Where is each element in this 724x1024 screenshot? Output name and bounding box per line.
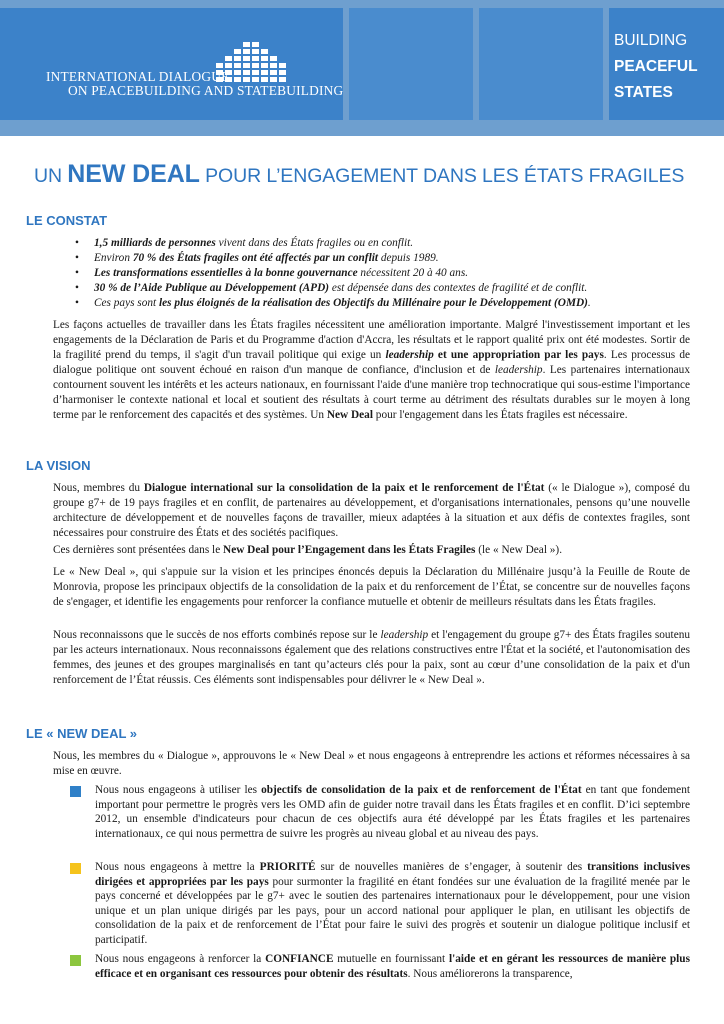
commitment-item — [70, 783, 690, 841]
logo-block — [279, 63, 286, 68]
list-item: • Environ 70 % des États fragiles ont été affectés par un conflit depuis 1989. — [54, 251, 694, 266]
logo-block — [252, 56, 259, 61]
list-item: • Les transformations essentielles à la bonne gouvernance nécessitent 20 à 40 ans. — [54, 266, 694, 281]
commitment-text: Nous nous engageons à mettre la PRIORITÉ sur de nouvelles manières de s’engager, à soutenir des transitions inclusives dirigées et appropriées par les pays pour surmonter la fragilité en étant fondées sur une évaluation de la fragilité menée par le pays concerné et développées par le g7+ avec le soutien des partenaires internationaux pour le développement, pour une vision unique et un plan unique dirigés par les pays, pour un accord national pour appliquer le plan, en utilisant les objectifs de consolidation de la paix et de renforcement de l’État pour faire le suivi des progrès et soutenir un dialogue politique inclusif et participatif. — [95, 861, 690, 946]
logo-block — [261, 49, 268, 54]
banner-panel — [479, 8, 603, 120]
logo-block — [252, 42, 259, 47]
section-heading-constat: LE CONSTAT — [26, 213, 108, 228]
list-item: • 1,5 milliards de personnes vivent dans des États fragiles ou en conflit. — [54, 236, 694, 251]
commitment-item — [70, 860, 690, 948]
banner-panel — [0, 8, 343, 120]
green-square-icon — [70, 955, 81, 966]
logo-block — [270, 63, 277, 68]
logo-block — [252, 49, 259, 54]
logo-block — [243, 63, 250, 68]
paragraph: Nous, membres du Dialogue international sur la consolidation de la paix et le renforcement de l'État (« le Dialogue »), composé du groupe g7+ de 19 pays fragiles et en conflit, de partenaires au développement, et d'organisations internationales, pensons qu’une nouvelle architecture de développement et de nouvelles façons de travailler, mieux adaptées à la situation et aux défis de contextes fragiles, sont nécessaires pour construire des États et des sociétés pacifiques. — [53, 482, 691, 539]
logo-line-1: INTERNATIONAL DIALOGUE — [46, 69, 230, 84]
section-heading-vision: LA VISION — [26, 458, 91, 473]
paragraph: Le « New Deal », qui s'appuie sur la vision et les principes énoncés depuis la Déclaration du Millénaire jusqu’à la Feuille de Route de Monrovia, propose les principaux objectifs de la consolidation de la paix et du renforcement de l’État, se concentre sur de nouvelles façons de s'engager, et identifie les engagements pour renforcer la confiance mutuelle et obtenir de meilleurs résultats dans les États fragiles. — [53, 566, 690, 608]
logo-block — [243, 49, 250, 54]
logo-block — [234, 49, 241, 54]
logo-line-2: ON PEACEBUILDING AND STATEBUILDING — [68, 83, 344, 98]
tagline-word: STATES — [614, 84, 673, 101]
yellow-square-icon — [70, 863, 81, 874]
header-banner — [0, 0, 724, 136]
logo-block — [225, 56, 232, 61]
logo-block — [234, 56, 241, 61]
logo-block — [234, 63, 241, 68]
logo-block — [225, 63, 232, 68]
section-heading-new-deal: LE « NEW DEAL » — [26, 726, 138, 741]
banner-panel — [349, 8, 473, 120]
logo-text — [46, 70, 343, 98]
list-item: • Ces pays sont les plus éloignés de la réalisation des Objectifs du Millénaire pour le Développement (OMD). — [54, 296, 694, 311]
logo-block — [252, 63, 259, 68]
list-item: • 30 % de l’Aide Publique au Développement (APD) est dépensée dans des contextes de fragilité et de conflit. — [54, 281, 694, 296]
logo-block — [261, 56, 268, 61]
commitment-item — [70, 952, 690, 981]
paragraph: Les façons actuelles de travailler dans les États fragiles nécessitent une amélioration importante. Malgré l'investissement important et les engagements de la Déclaration de Paris et du Programme d'action d'Accra, les résultats et le rapport qualité prix ont été modestes. Sortir de la fragilité prend du temps, il s'agit d'un travail politique qui exige un leadership et une appropriation par les pays. Les processus de dialogue politique ont souvent échoué en raison d'un manque de confiance, d'inclusion et de leadership. Les partenaires internationaux contournent souvent les intérêts et les acteurs nationaux, en fournissant l'aide d'une manière trop technocratique qui sous-estime l'importance d’harmoniser le contexte national et local et soutient des résultats à court terme au détriment des résultats durables sur le moyen à long terme par le renforcement des capacités et des systèmes. Un New Deal pour l'engagement dans les États fragiles est nécessaire. — [53, 319, 691, 421]
commitment-text: Nous nous engageons à renforcer la CONFIANCE mutuelle en fournissant l'aide et en gérant les ressources de manière plus efficace et en organisant ces ressources pour obtenir des résultats. Nous améliorerons la transparence, — [95, 953, 690, 980]
logo-block — [270, 56, 277, 61]
tagline — [614, 28, 698, 106]
logo-block — [216, 63, 223, 68]
logo-block — [261, 63, 268, 68]
logo-block — [243, 42, 250, 47]
paragraph: Nous, les membres du « Dialogue », approuvons le « New Deal » et nous engageons à entreprendre les actions et réformes nécessaires à sa mise en œuvre. — [53, 750, 690, 777]
paragraph: Ces dernières sont présentées dans le New Deal pour l’Engagement dans les États Fragiles (le « New Deal »). — [53, 544, 563, 556]
tagline-word: PEACEFUL — [614, 58, 698, 75]
commitment-text: Nous nous engageons à utiliser les objectifs de consolidation de la paix et de renforcement de l'État en tant que fondement important pour permettre le progrès vers les OMD afin de guider notre travail dans les États fragiles et en conflit. D’ici septembre 2012, un ensemble d'indicateurs pour chacun de ces objectifs aura été développé par les États fragiles et les partenaires internationaux, ce qui nous permettra de suivre les progrès au niveau global et au niveau des pays. — [95, 784, 690, 840]
tagline-word: BUILDING — [614, 32, 688, 49]
blue-square-icon — [70, 786, 81, 797]
paragraph: Nous reconnaissons que le succès de nos efforts combinés repose sur le leadership et l'engagement du groupe g7+ des États fragiles soutenu par les acteurs internationaux. Nous reconnaissons également que des relations constructives entre l'État et la société, et l'autonomisation des femmes, des jeunes et des groupes marginalisés en tant qu’acteurs clés pour la paix, sont au cœur d’une consolidation de la paix et d'un renforcement de l’État réussis. Ces éléments sont indispensables pour délivrer le « New Deal ». — [53, 629, 691, 686]
page-title: UN NEW DEAL POUR L’ENGAGEMENT DANS LES ÉTATS FRAGILES — [34, 160, 685, 188]
logo-block — [243, 56, 250, 61]
facts-list — [54, 236, 694, 311]
